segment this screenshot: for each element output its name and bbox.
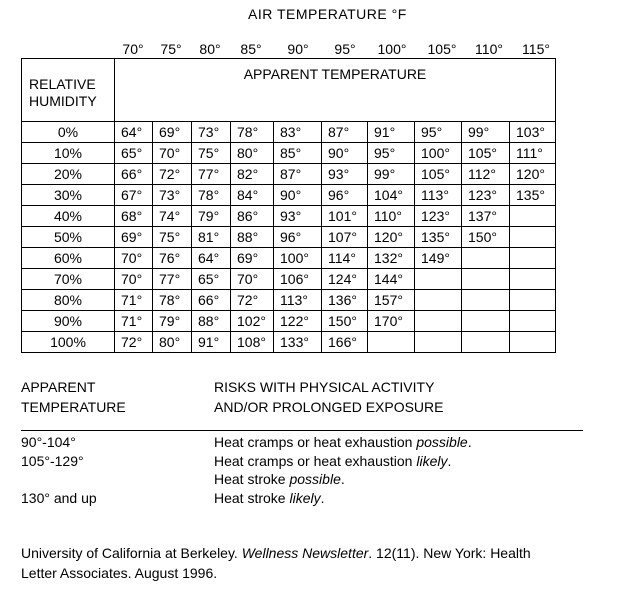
table-row bbox=[22, 206, 556, 227]
apparent-temperature-cell bbox=[462, 248, 510, 269]
apparent-temperature-cell: 69° bbox=[115, 227, 153, 248]
apparent-temperature-label: APPARENT TEMPERATURE bbox=[21, 379, 126, 415]
apparent-temperature-cell bbox=[462, 290, 510, 311]
apparent-temperature-cell: 69° bbox=[153, 122, 192, 143]
apparent-temperature-cell: 70° bbox=[115, 248, 153, 269]
relative-humidity-cell: 50% bbox=[22, 227, 115, 248]
apparent-temperature-cell: 83° bbox=[274, 122, 322, 143]
apparent-temperature-cell: 95° bbox=[415, 122, 462, 143]
apparent-temperature-cell: 70° bbox=[153, 143, 192, 164]
apparent-temperature-cell: 105° bbox=[462, 143, 510, 164]
column-header: 75° bbox=[160, 41, 182, 57]
apparent-temperature-cell bbox=[462, 311, 510, 332]
apparent-temperature-cell: 71° bbox=[115, 311, 153, 332]
apparent-temperature-cell: 144° bbox=[368, 269, 415, 290]
apparent-temperature-cell: 69° bbox=[231, 248, 274, 269]
apparent-temperature-cell: 80° bbox=[231, 143, 274, 164]
apparent-temperature-cell: 113° bbox=[415, 185, 462, 206]
apparent-temperature-cell: 71° bbox=[115, 290, 153, 311]
relative-humidity-cell: 0% bbox=[22, 122, 115, 143]
relative-humidity-cell: 30% bbox=[22, 185, 115, 206]
apparent-temperature-cell: 91° bbox=[368, 122, 415, 143]
risk-range: 105°-129° bbox=[21, 453, 84, 469]
apparent-temperature-cell: 77° bbox=[153, 269, 192, 290]
apparent-temperature-cell: 123° bbox=[415, 206, 462, 227]
apparent-temperature-cell bbox=[510, 227, 556, 248]
apparent-temperature-cell: 65° bbox=[192, 269, 231, 290]
apparent-temperature-cell: 99° bbox=[368, 164, 415, 185]
table-row bbox=[22, 332, 556, 353]
apparent-temperature-cell: 87° bbox=[274, 164, 322, 185]
apparent-temperature-cell: 170° bbox=[368, 311, 415, 332]
apparent-temperature-cell: 149° bbox=[415, 248, 462, 269]
apparent-temperature-cell: 64° bbox=[192, 248, 231, 269]
apparent-temperature-cell bbox=[510, 206, 556, 227]
apparent-temperature-cell: 110° bbox=[368, 206, 415, 227]
air-temperature-title: AIR TEMPERATURE °F bbox=[248, 6, 407, 22]
apparent-temperature-cell: 133° bbox=[274, 332, 322, 353]
table-row bbox=[22, 290, 556, 311]
apparent-temperature-cell: 65° bbox=[115, 143, 153, 164]
apparent-temperature-cell: 66° bbox=[115, 164, 153, 185]
apparent-temperature-cell: 103° bbox=[510, 122, 556, 143]
apparent-temperature-cell: 93° bbox=[274, 206, 322, 227]
apparent-temperature-cell: 74° bbox=[153, 206, 192, 227]
apparent-temperature-cell bbox=[415, 311, 462, 332]
apparent-temperature-cell: 90° bbox=[274, 185, 322, 206]
risk-description: Heat cramps or heat exhaustion likely. bbox=[214, 453, 452, 469]
relative-humidity-cell: 90% bbox=[22, 311, 115, 332]
apparent-temperature-cell: 72° bbox=[115, 332, 153, 353]
apparent-temperature-cell: 136° bbox=[322, 290, 368, 311]
column-header: 70° bbox=[122, 41, 144, 57]
column-header: 110° bbox=[475, 41, 503, 57]
apparent-temperature-cell: 166° bbox=[322, 332, 368, 353]
apparent-temperature-cell: 150° bbox=[462, 227, 510, 248]
apparent-temperature-cell: 85° bbox=[274, 143, 322, 164]
column-header: 90° bbox=[287, 41, 309, 57]
apparent-temperature-cell: 123° bbox=[462, 185, 510, 206]
apparent-temperature-cell: 88° bbox=[231, 227, 274, 248]
risk-description: Heat cramps or heat exhaustion possible. bbox=[214, 434, 472, 450]
relative-humidity-cell: 20% bbox=[22, 164, 115, 185]
column-header: 100° bbox=[377, 41, 407, 57]
relative-humidity-cell: 60% bbox=[22, 248, 115, 269]
table-row bbox=[22, 269, 556, 290]
relative-humidity-cell: 10% bbox=[22, 143, 115, 164]
apparent-temperature-cell: 96° bbox=[274, 227, 322, 248]
apparent-temperature-cell: 75° bbox=[192, 143, 231, 164]
apparent-temperature-cell: 67° bbox=[115, 185, 153, 206]
apparent-temperature-cell: 100° bbox=[274, 248, 322, 269]
apparent-temperature-cell: 102° bbox=[231, 311, 274, 332]
risk-range: 90°-104° bbox=[21, 434, 76, 450]
apparent-temperature-cell bbox=[510, 290, 556, 311]
apparent-temperature-cell: 70° bbox=[115, 269, 153, 290]
apparent-temperature-cell bbox=[462, 269, 510, 290]
apparent-temperature-cell: 73° bbox=[153, 185, 192, 206]
apparent-temperature-cell: 73° bbox=[192, 122, 231, 143]
apparent-temperature-cell bbox=[415, 332, 462, 353]
apparent-temperature-cell: 105° bbox=[415, 164, 462, 185]
apparent-temperature-cell: 88° bbox=[192, 311, 231, 332]
apparent-temperature-cell: 82° bbox=[231, 164, 274, 185]
apparent-temperature-cell: 86° bbox=[231, 206, 274, 227]
apparent-temperature-cell bbox=[415, 269, 462, 290]
column-header: 115° bbox=[522, 41, 550, 57]
table-row bbox=[22, 311, 556, 332]
apparent-temperature-cell: 95° bbox=[368, 143, 415, 164]
apparent-temperature-cell: 124° bbox=[322, 269, 368, 290]
apparent-temperature-cell: 70° bbox=[231, 269, 274, 290]
apparent-temperature-cell: 64° bbox=[115, 122, 153, 143]
apparent-temperature-cell: 84° bbox=[231, 185, 274, 206]
apparent-temperature-cell: 132° bbox=[368, 248, 415, 269]
relative-humidity-cell: 70% bbox=[22, 269, 115, 290]
column-header: 85° bbox=[240, 41, 262, 57]
apparent-temperature-cell bbox=[415, 290, 462, 311]
apparent-temperature-header: APPARENT TEMPERATURE bbox=[115, 59, 556, 122]
apparent-temperature-cell: 93° bbox=[322, 164, 368, 185]
apparent-temperature-cell: 114° bbox=[322, 248, 368, 269]
apparent-temperature-cell: 87° bbox=[322, 122, 368, 143]
table-row bbox=[22, 248, 556, 269]
apparent-temperature-cell: 100° bbox=[415, 143, 462, 164]
apparent-temperature-cell: 122° bbox=[274, 311, 322, 332]
table-row bbox=[22, 164, 556, 185]
apparent-temperature-cell: 137° bbox=[462, 206, 510, 227]
apparent-temperature-cell: 81° bbox=[192, 227, 231, 248]
relative-humidity-cell: 100% bbox=[22, 332, 115, 353]
apparent-temperature-cell: 72° bbox=[231, 290, 274, 311]
divider bbox=[21, 430, 583, 431]
risk-description: Heat stroke possible. bbox=[214, 471, 345, 487]
apparent-temperature-cell: 79° bbox=[153, 311, 192, 332]
apparent-temperature-cell: 79° bbox=[192, 206, 231, 227]
apparent-temperature-cell: 135° bbox=[415, 227, 462, 248]
apparent-temperature-cell: 107° bbox=[322, 227, 368, 248]
apparent-temperature-cell bbox=[510, 332, 556, 353]
citation: University of California at Berkeley. Wellness Newsletter. 12(11). New York: Health Letter Associates. August 1996. bbox=[21, 545, 531, 581]
column-header: 80° bbox=[199, 41, 221, 57]
table-row bbox=[22, 143, 556, 164]
apparent-temperature-cell: 77° bbox=[192, 164, 231, 185]
apparent-temperature-cell bbox=[510, 248, 556, 269]
apparent-temperature-cell: 150° bbox=[322, 311, 368, 332]
apparent-temperature-cell: 80° bbox=[153, 332, 192, 353]
apparent-temperature-table bbox=[21, 58, 556, 353]
apparent-temperature-cell: 68° bbox=[115, 206, 153, 227]
apparent-temperature-cell: 157° bbox=[368, 290, 415, 311]
apparent-temperature-cell bbox=[510, 311, 556, 332]
apparent-temperature-cell: 101° bbox=[322, 206, 368, 227]
apparent-temperature-cell bbox=[368, 332, 415, 353]
apparent-temperature-cell bbox=[462, 332, 510, 353]
apparent-temperature-cell: 66° bbox=[192, 290, 231, 311]
apparent-temperature-cell: 135° bbox=[510, 185, 556, 206]
apparent-temperature-cell: 112° bbox=[462, 164, 510, 185]
apparent-temperature-cell: 96° bbox=[322, 185, 368, 206]
apparent-temperature-cell: 120° bbox=[510, 164, 556, 185]
apparent-temperature-cell: 90° bbox=[322, 143, 368, 164]
apparent-temperature-cell: 75° bbox=[153, 227, 192, 248]
apparent-temperature-cell: 104° bbox=[368, 185, 415, 206]
relative-humidity-header: RELATIVE HUMIDITY bbox=[22, 59, 115, 122]
apparent-temperature-cell: 111° bbox=[510, 143, 556, 164]
apparent-temperature-cell: 113° bbox=[274, 290, 322, 311]
apparent-temperature-cell: 78° bbox=[192, 185, 231, 206]
apparent-temperature-cell: 120° bbox=[368, 227, 415, 248]
apparent-temperature-cell: 76° bbox=[153, 248, 192, 269]
apparent-temperature-cell: 99° bbox=[462, 122, 510, 143]
apparent-temperature-cell: 91° bbox=[192, 332, 231, 353]
apparent-temperature-cell: 72° bbox=[153, 164, 192, 185]
apparent-temperature-cell: 78° bbox=[153, 290, 192, 311]
risks-header: RISKS WITH PHYSICAL ACTIVITY AND/OR PROLONGED EXPOSURE bbox=[214, 379, 444, 415]
table-row bbox=[22, 227, 556, 248]
apparent-temperature-cell bbox=[510, 269, 556, 290]
apparent-temperature-cell: 78° bbox=[231, 122, 274, 143]
table-row bbox=[22, 185, 556, 206]
column-header: 105° bbox=[427, 41, 457, 57]
relative-humidity-cell: 40% bbox=[22, 206, 115, 227]
column-header: 95° bbox=[334, 41, 356, 57]
risk-description: Heat stroke likely. bbox=[214, 490, 325, 506]
table-row bbox=[22, 122, 556, 143]
apparent-temperature-cell: 106° bbox=[274, 269, 322, 290]
apparent-temperature-cell: 108° bbox=[231, 332, 274, 353]
risk-range: 130° and up bbox=[21, 490, 97, 506]
relative-humidity-cell: 80% bbox=[22, 290, 115, 311]
